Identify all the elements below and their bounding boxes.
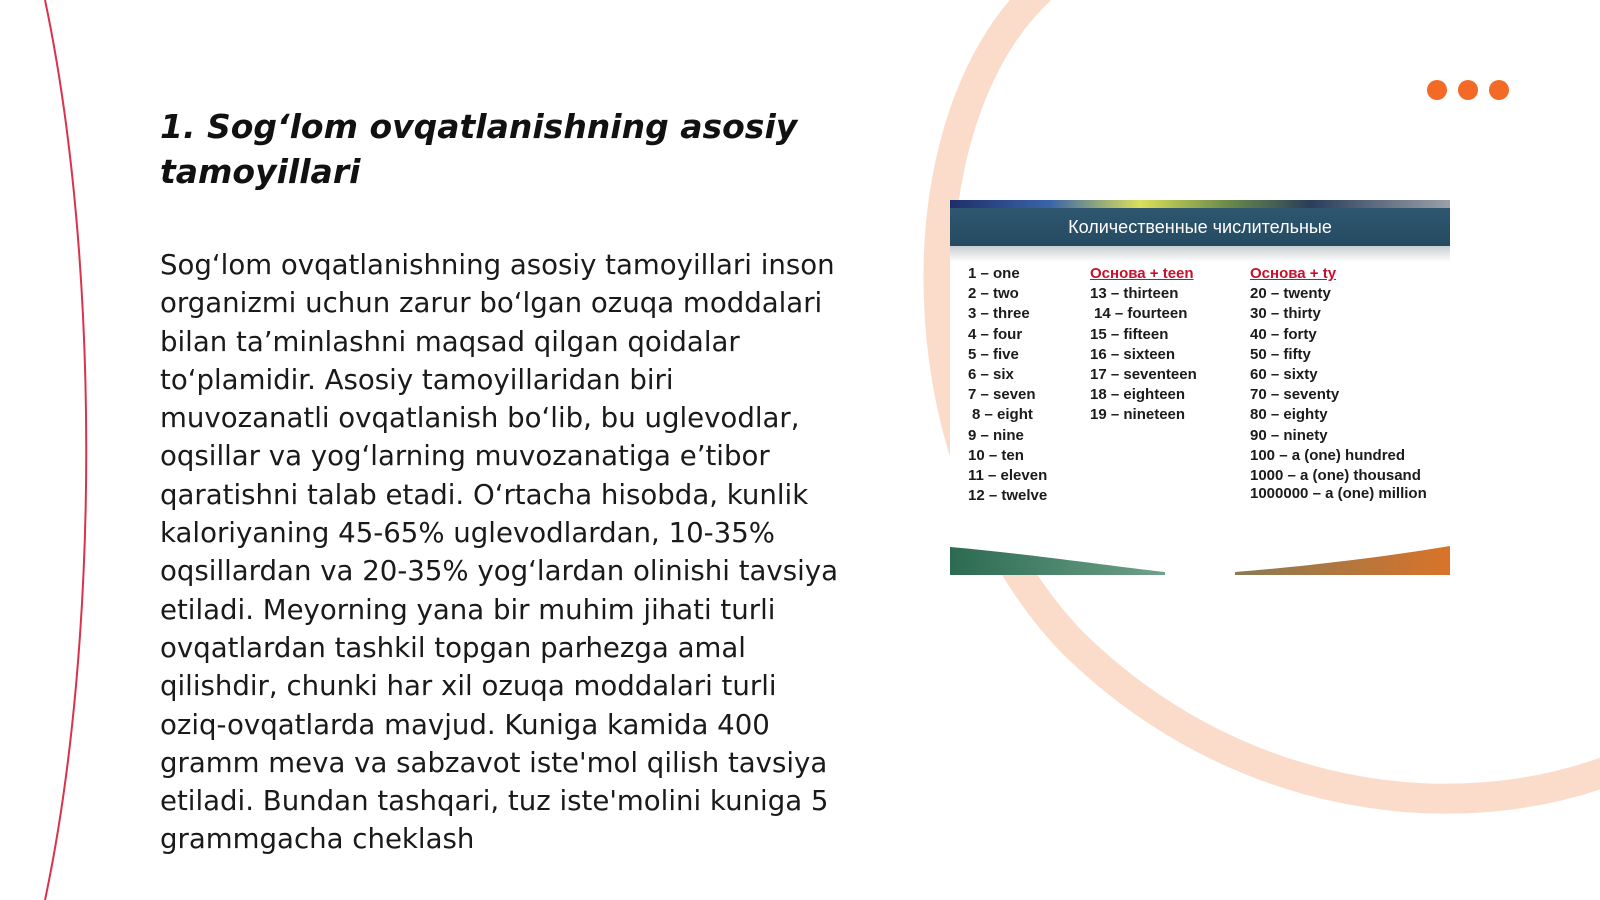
slide-header: Количественные числительные (950, 208, 1450, 246)
number-row: 3 – three (968, 305, 1030, 323)
slide-header-shadow (950, 246, 1450, 262)
number-row: 8 – eight (972, 406, 1033, 424)
decorative-dots (1427, 80, 1509, 100)
numerals-slide-image (950, 200, 1450, 575)
number-row: 9 – nine (968, 426, 1024, 444)
number-row: 6 – six (968, 365, 1014, 383)
numbers-1-12-column (968, 264, 1083, 506)
number-row: 60 – sixty (1250, 365, 1318, 383)
number-row: 4 – four (968, 325, 1023, 343)
number-row: 50 – fifty (1250, 345, 1311, 363)
number-row: 10 – ten (968, 446, 1024, 464)
number-row: 20 – twenty (1250, 285, 1331, 303)
number-row: 1000000 – a (one) million (1250, 485, 1427, 503)
number-row: 5 – five (968, 345, 1019, 363)
number-row: 2 – two (968, 285, 1019, 303)
number-row: 15 – fifteen (1090, 325, 1169, 343)
number-row: 16 – sixteen (1090, 345, 1176, 363)
slide-footer-swoosh (950, 542, 1450, 575)
number-row: 90 – ninety (1250, 426, 1328, 444)
number-row: 14 – fourteen (1094, 305, 1188, 323)
number-row: 7 – seven (968, 386, 1036, 404)
orange-dot (1458, 80, 1478, 100)
number-row: 100 – a (one) hundred (1250, 446, 1406, 464)
ty-column-heading: Основа + ty (1250, 265, 1337, 282)
left-red-curve (45, 0, 86, 900)
number-row: 70 – seventy (1250, 386, 1340, 404)
number-row: 30 – thirty (1250, 305, 1321, 323)
orange-dot (1427, 80, 1447, 100)
number-row: 11 – eleven (968, 466, 1048, 484)
number-row: 40 – forty (1250, 325, 1317, 343)
teen-numbers-column (1090, 264, 1240, 426)
number-row: 19 – nineteen (1090, 406, 1186, 424)
number-row: 18 – eighteen (1090, 386, 1186, 404)
number-row: 13 – thirteen (1090, 285, 1179, 303)
number-row: 1000 – a (one) thousand (1250, 466, 1421, 484)
teen-column-heading: Основа + teen (1090, 265, 1194, 282)
orange-dot (1489, 80, 1509, 100)
number-row: 12 – twelve (968, 487, 1048, 505)
page-title: 1. Sog‘lom ovqatlanishning asosiy tamoyillari (160, 107, 798, 191)
number-row: 17 – seventeen (1090, 365, 1197, 383)
number-row: 80 – eighty (1250, 406, 1328, 424)
body-paragraph: Sog‘lom ovqatlanishning asosiy tamoyillari inson organizmi uchun zarur bo‘lgan ozuqa moddalari bilan ta’minlashni maqsad qilgan qoidalar to‘plamidir. Asosiy tamoyillaridan biri muvozanatli ovqatlanish bo‘lib, bu uglevodlar, oqsillar va yog‘larning muvozanatiga e’tibor qaratishni talab etadi. O‘rtacha hisobda, kunlik kaloriyaning 45-65% uglevodlardan, 10-35% oqsillardan va 20-35% yog‘lardan olinishi tavsiya etiladi. Meyorning yana bir muhim jihati turli ovqatlardan tashkil topgan parhezga amal qilishdir, chunki har xil ozuqa moddalari turli oziq-ovqatlarda mavjud. Kuniga kamida 400 gramm meva va sabzavot iste'mol qilish tavsiya etiladi. Bundan tashqari, tuz iste'molini kuniga 5 grammgacha cheklash (160, 248, 839, 856)
number-row: 1 – one (968, 265, 1020, 282)
tens-numbers-column (1250, 264, 1447, 502)
slide-top-strip (950, 200, 1450, 208)
